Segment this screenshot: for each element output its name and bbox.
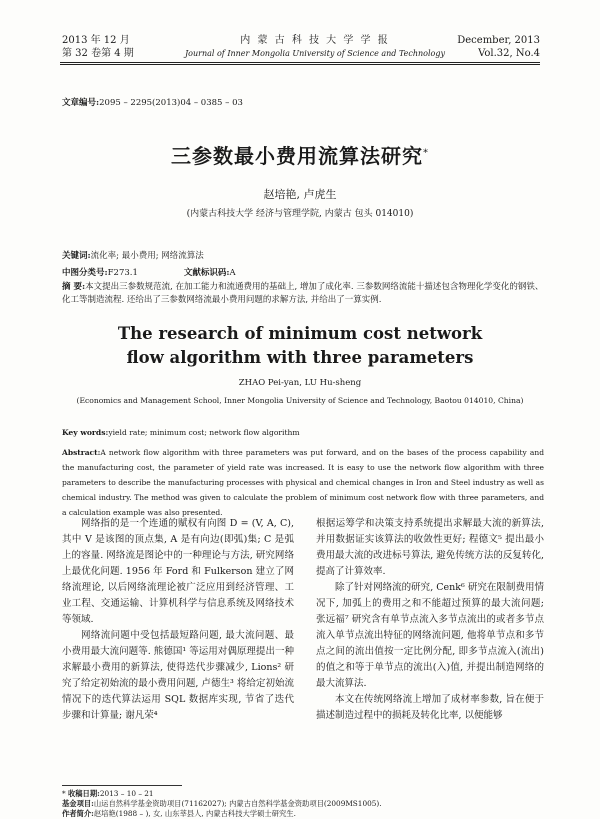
title-cn: [0, 140, 600, 169]
author-bio-label: 作者简介:: [62, 809, 94, 818]
footnote-rule: [62, 785, 182, 786]
doc-code-value: A: [229, 268, 236, 278]
article-number-value: 2095 – 2295(2013)04 – 0385 – 03: [99, 98, 243, 108]
footnote-mark: *: [62, 789, 68, 798]
title-cn-text: 三参数最小费用流算法研究: [171, 144, 423, 168]
header-left: [62, 34, 134, 60]
footnote-received: [62, 789, 544, 799]
fund-label: 基金项目:: [62, 799, 94, 808]
body-paragraph: 除了针对网络流的研究, Cenk⁶ 研究在限制费用情况下, 加弧上的费用之和不能超过预算的最大流问题; 张远福⁷ 研究含有单节点流入多节点流出的或者多节点流入单节点流出特征的网络流问题, 他将单节点和多节点之间的流出值按一定比例分配, 即多节点流入(流出)的值之和等于单节点的流出(入)值, 并提出制造网络的最大流算法.: [316, 582, 544, 689]
header-year-issue: 2013 年 12 月: [62, 35, 130, 46]
abstract-en-label: Abstract:: [62, 448, 101, 457]
keywords-cn-value: 流化率; 最小费用; 网络流算法: [90, 251, 204, 261]
header-journal: [170, 34, 460, 60]
body-column-left: [62, 516, 294, 724]
header-volume-en: Vol.32, No.4: [478, 48, 540, 59]
title-footnote-mark: *: [423, 147, 429, 159]
header-rule-top: [60, 62, 540, 63]
body-paragraph: 根据运筹学和决策支持系统提出求解最大流的新算法, 并用数据证实该算法的收敛性更好; 程德文⁵ 提出最小费用最大流的改进标号算法, 避免传统方法的反复转化, 提高了计算效率.: [316, 518, 544, 577]
received-label: 收稿日期:: [67, 789, 100, 798]
classification: [62, 266, 236, 278]
fund-value: 山运自然科学基金资助项目(71162027); 内蒙古自然科学基金资助项目(2009MS1005).: [93, 799, 382, 808]
authors-cn: 赵培艳, 卢虎生: [263, 188, 337, 201]
body-paragraph: 本文在传统网络流上增加了成材率参数, 旨在便于描述制造过程中的损耗及转化比率, 以便能够: [316, 694, 544, 721]
header-rule-bottom: [60, 64, 540, 65]
keywords-cn: [62, 249, 204, 261]
header-volume-issue-cn: 第 32 卷第 4 期: [62, 48, 134, 59]
doc-code-label: 文献标识码:: [183, 268, 230, 278]
body-paragraph: 网络指的是一个连通的赋权有向图 D = (V, A, C), 其中 V 是该图的顶点集, A 是有向边(即弧)集; C 是弧上的容量. 网络流是图论中的一种理论与方法, 研究网络上最优化问题. 1956 年 Ford 和 Fulkerson 建立了网络流理论, 以后网络流理论被广泛应用到经济管理、工业工程、交通运输、计算机科学与信息系统及网络技术等领域.: [62, 518, 294, 625]
footnotes: [62, 789, 544, 819]
abstract-cn-text: 本文提出三参数规范流, 在加工能力和流通费用的基础上, 增加了成化率. 三参数网络流能十描述包含物理化学变化的钢铁、化工等制造流程. 还给出了三参数网络流最小费用问题的求解方法, 并给出了一算实例.: [62, 282, 544, 305]
abstract-en-text: A network flow algorithm with three parameters was put forward, and on the bases of the process capability and the manufacturing cost, the parameter of yield rate was increased. It is easy to use the network flow algorithm with three parameters to describe the manufacturing processes with physical and chemical changes in Iron and Steel industry as well as chemical industry. The method was given to calculate the problem of minimum cost network flow with three parameters, and a calculation example was also presented.: [62, 448, 544, 517]
title-en-line2: flow algorithm with three parameters: [126, 348, 474, 367]
abstract-cn-label: 摘 要:: [62, 282, 86, 292]
abstract-en: [62, 445, 544, 520]
abstract-cn: [62, 281, 544, 307]
affiliation-cn: (内蒙古科技大学 经济与管理学院, 内蒙古 包头 014010): [186, 209, 414, 219]
article-number-label: 文章编号:: [62, 98, 100, 108]
keywords-en-value: yield rate; minimum cost; network flow algorithm: [108, 428, 300, 437]
affiliation-en: (Economics and Management School, Inner Mongolia University of Science and Technology, Baotou 014010, China): [76, 396, 524, 405]
journal-name-cn: 内 蒙 古 科 技 大 学 学 报: [240, 35, 390, 46]
journal-name-en: Journal of Inner Mongolia University of Science and Technology: [184, 49, 446, 58]
title-en: [0, 322, 600, 370]
clc-label: 中图分类号:: [62, 268, 108, 278]
footnote-fund: [62, 799, 544, 809]
clc-value: F273.1: [107, 268, 138, 278]
author-bio-value: 赵培艳(1988 – ), 女, 山东莘县人, 内蒙古科技大学硕士研究生.: [93, 809, 296, 818]
article-number: [62, 96, 243, 108]
received-value: 2013 – 10 – 21: [99, 789, 154, 798]
keywords-cn-label: 关键词:: [62, 251, 91, 261]
header-date-en: December, 2013: [457, 35, 540, 46]
footnote-author: [62, 809, 544, 819]
authors-en: ZHAO Pei-yan, LU Hu-sheng: [238, 378, 362, 388]
header-right: [457, 34, 540, 60]
keywords-en-label: Key words:: [62, 428, 109, 437]
body-column-right: [316, 516, 544, 724]
body-paragraph: 网络流问题中受包括最短路问题, 最大流问题、最小费用最大流问题等. 熊德国¹ 等运用对偶原理提出一种求解最小费用的新算法, 使得迭代步骤减少, Lions² 研究了给定初始流的最小费用问题, 卢德生³ 将给定初始流情况下的迭代算法运用 SQL 数据库实现, 节省了迭代步骤和计算量; 谢凡荣⁴: [62, 630, 294, 721]
title-en-line1: The research of minimum cost network: [117, 324, 483, 343]
keywords-en: [62, 428, 300, 437]
